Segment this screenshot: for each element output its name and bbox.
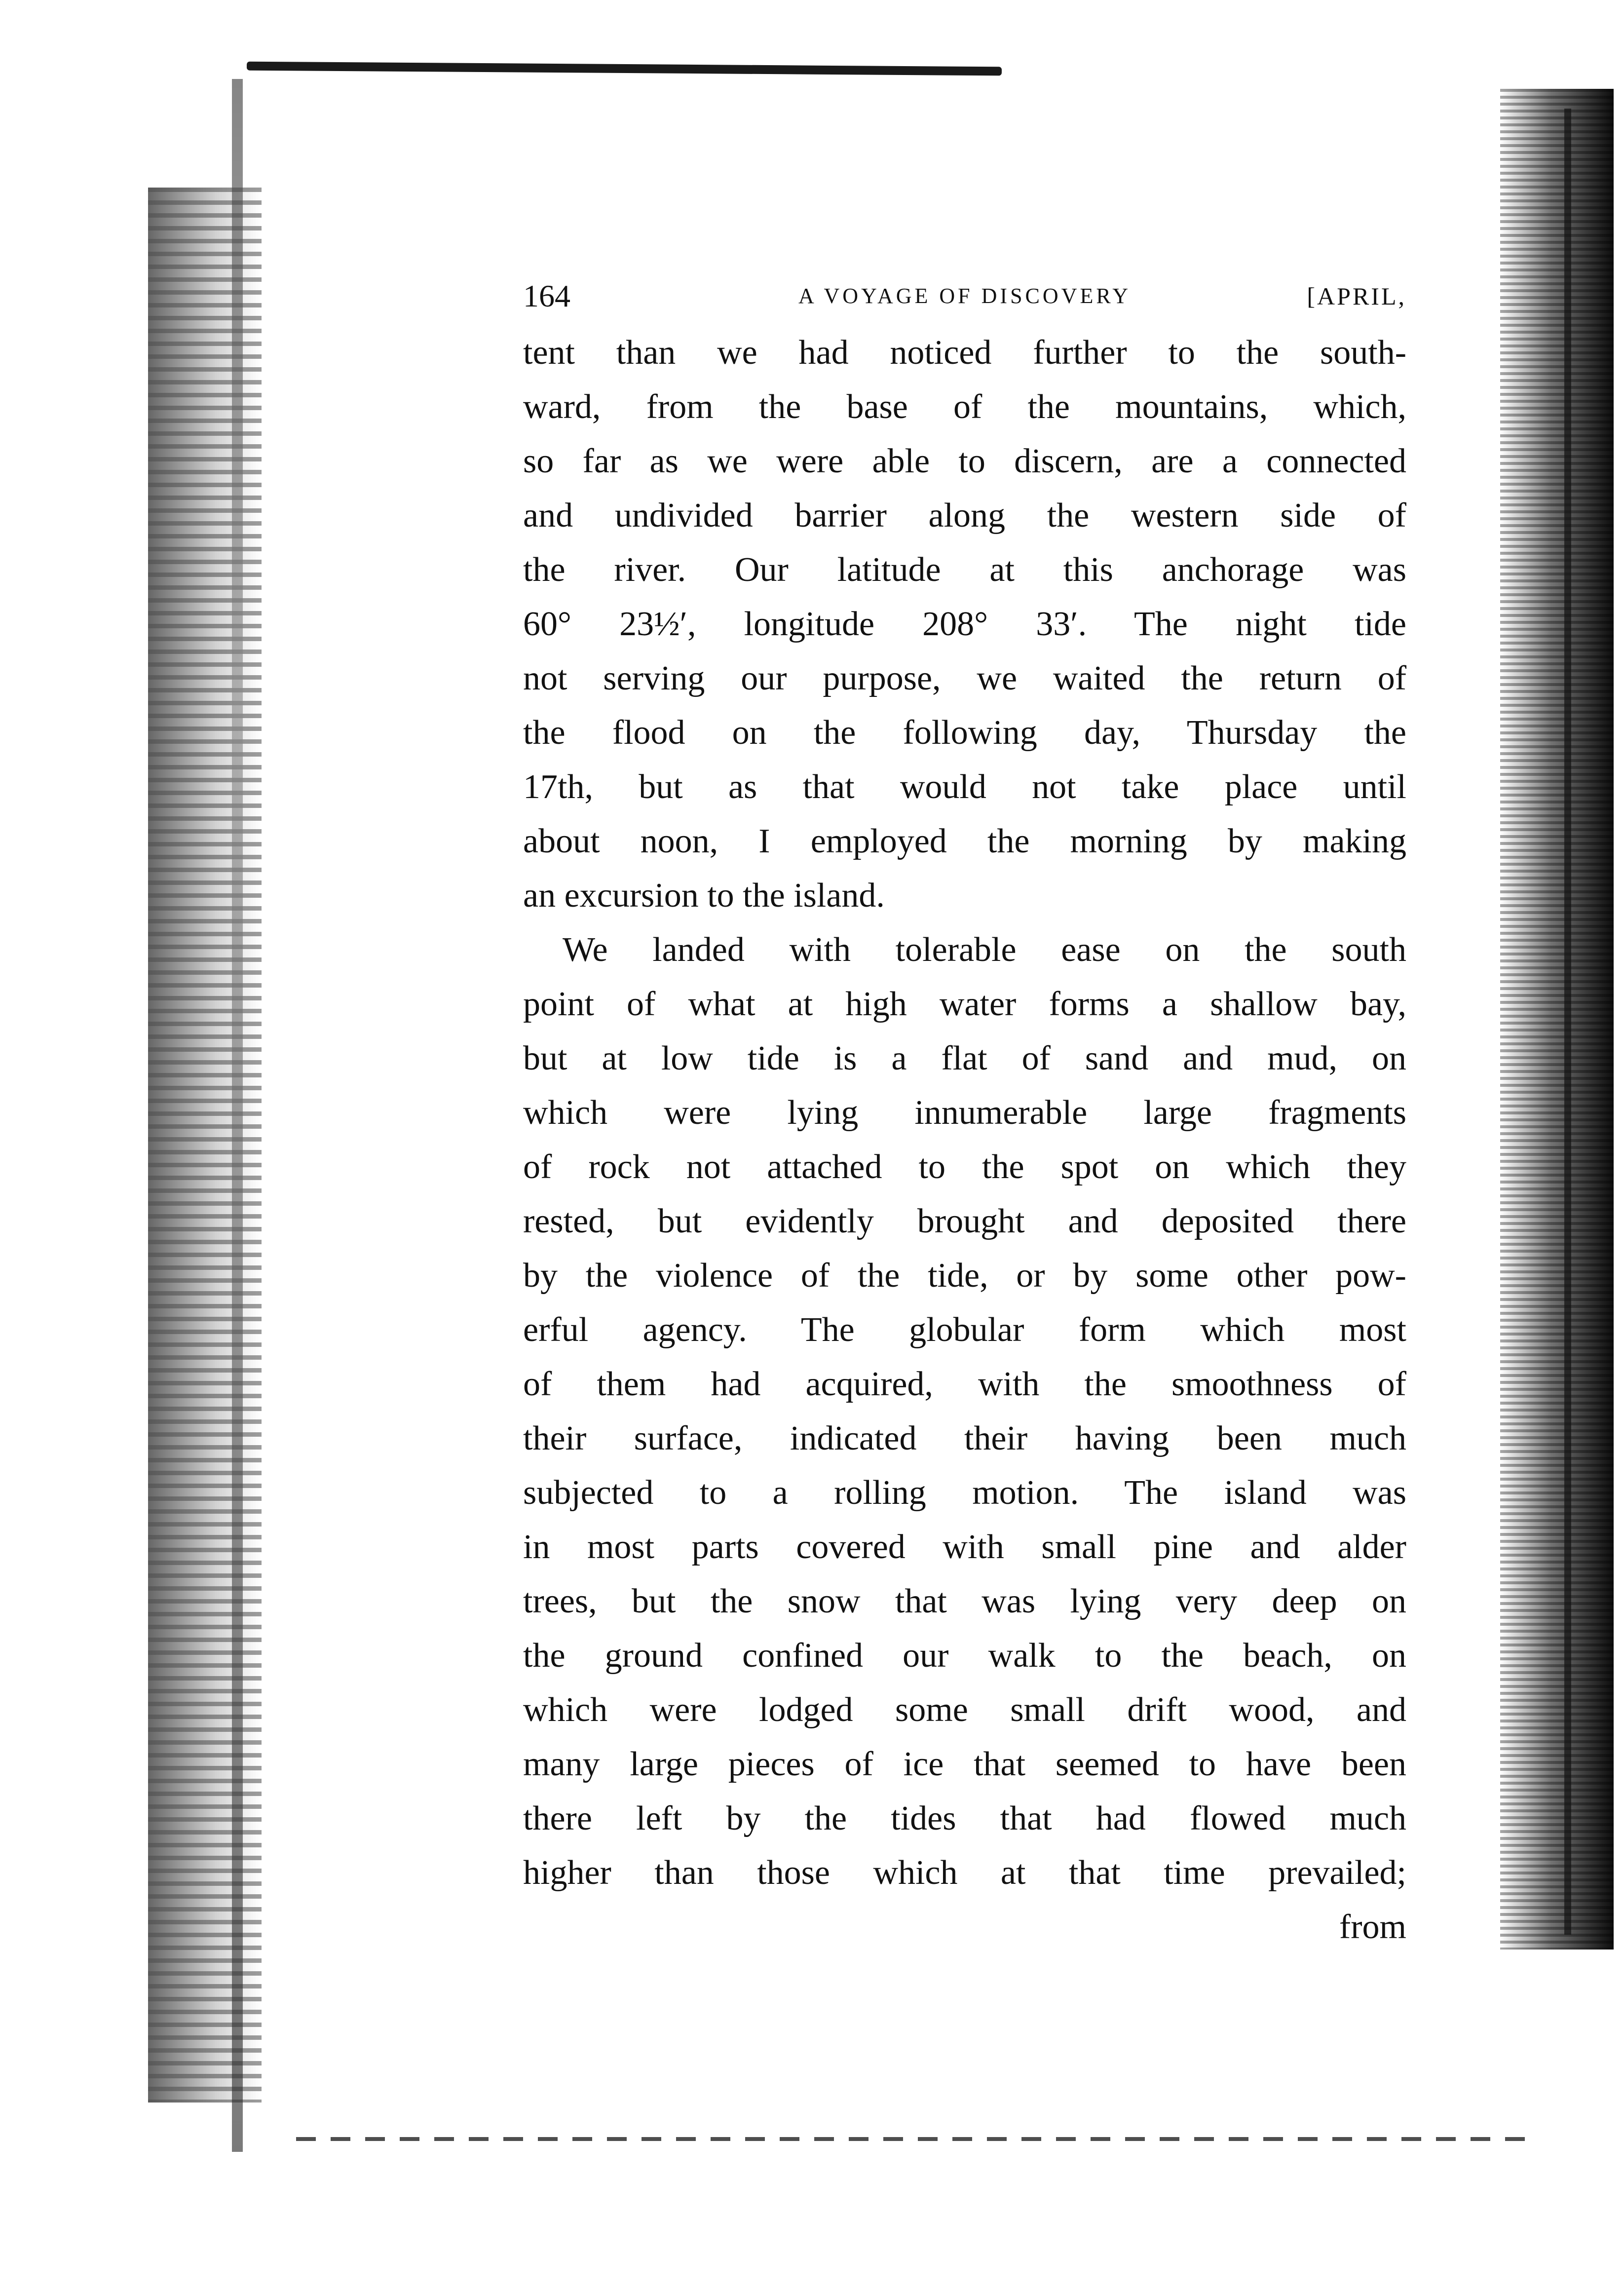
text-line: rested, but evidently brought and deposited there [523, 1202, 1406, 1240]
text-line: not serving our purpose, we waited the return of [523, 659, 1406, 697]
text-line: their surface, indicated their having been much [523, 1419, 1406, 1457]
text-line: of them had acquired, with the smoothness of [523, 1365, 1406, 1403]
binding-shadow-left [148, 188, 262, 2103]
text-line: 17th, but as that would not take place until [523, 768, 1406, 806]
text-line: and undivided barrier along the western side of [523, 497, 1406, 535]
text-line: the river. Our latitude at this anchorage was [523, 551, 1406, 589]
text-line: higher than those which at that time prevailed; [523, 1854, 1406, 1892]
top-scan-rule [247, 62, 1002, 76]
text-line: about noon, I employed the morning by making [523, 822, 1406, 860]
catchword: from [1339, 1908, 1406, 1946]
running-header [523, 274, 1406, 318]
text-line: which were lying innumerable large fragments [523, 1094, 1406, 1132]
page-edge-left [232, 79, 243, 2152]
text-line: the ground confined our walk to the beach, on [523, 1637, 1406, 1675]
text-line: subjected to a rolling motion. The island was [523, 1474, 1406, 1512]
page-edge-shadow-right [1500, 89, 1614, 1950]
text-line: there left by the tides that had flowed much [523, 1799, 1406, 1837]
text-line: so far as we were able to discern, are a connected [523, 442, 1406, 480]
running-title: A VOYAGE OF DISCOVERY [798, 284, 1132, 308]
body-text [523, 326, 1406, 1954]
text-line: but at low tide is a flat of sand and mud, on [523, 1039, 1406, 1077]
text-line: 60° 23½′, longitude 208° 33′. The night tide [523, 605, 1406, 643]
text-line: trees, but the snow that was lying very deep on [523, 1582, 1406, 1620]
page-number: 164 [523, 278, 570, 313]
text-line: many large pieces of ice that seemed to have been [523, 1745, 1406, 1783]
running-month: [APRIL, [1307, 282, 1406, 310]
text-line: of rock not attached to the spot on which they [523, 1148, 1406, 1186]
text-line: erful agency. The globular form which most [523, 1311, 1406, 1349]
bottom-scan-rule [296, 2137, 1540, 2141]
text-line: which were lodged some small drift wood, and [523, 1691, 1406, 1729]
text-line: the flood on the following day, Thursday the [523, 714, 1406, 752]
paragraph-end-line: an excursion to the island. [523, 877, 885, 915]
text-line: in most parts covered with small pine and alder [523, 1528, 1406, 1566]
text-line: ward, from the base of the mountains, which, [523, 388, 1406, 426]
text-line: point of what at high water forms a shallow bay, [523, 985, 1406, 1023]
page-edge-right [1564, 109, 1571, 1935]
paragraph-start-line: We landed with tolerable ease on the south [563, 931, 1406, 969]
text-line: tent than we had noticed further to the south- [523, 334, 1406, 372]
text-line: by the violence of the tide, or by some other pow- [523, 1257, 1406, 1295]
